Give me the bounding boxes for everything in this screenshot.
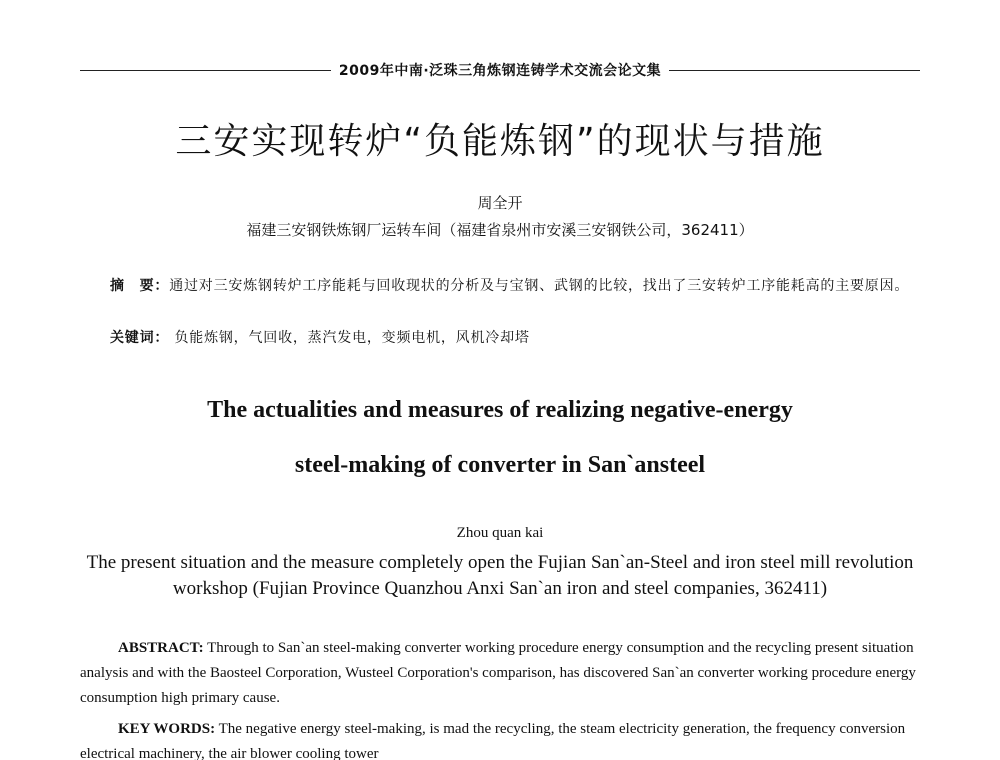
english-abstract-label: ABSTRACT: [118,640,204,656]
chinese-keywords [110,326,922,351]
chinese-abstract-label: 摘 要： [110,278,170,294]
english-keywords-label: KEY WORDS: [118,721,216,737]
chinese-keywords-text: 负能炼钢，气回收，蒸汽发电，变频电机，风机冷却塔 [174,330,530,346]
journal-header [80,58,920,82]
header-rule-right [669,70,920,71]
chinese-abstract [80,274,922,299]
journal-name: 2009年中南·泛珠三角炼钢连铸学术交流会论文集 [338,63,662,79]
english-affiliation: The present situation and the measure completely open the Fujian San`an-Steel and iron steel mill revolution workshop (Fujian Province Quanzhou Anxi San`an iron and steel companies, 362411) [86,552,914,599]
chinese-affiliation: 福建三安钢铁炼钢厂运转车间（福建省泉州市安溪三安钢铁公司，362411） [246,221,754,239]
chinese-author: 周全开 [477,194,523,212]
english-keywords-text: The negative energy steel-making, is mad the recycling, the steam electricity generation, the frequency conversion electrical machinery, the air blower cooling tower [80,721,906,760]
english-abstract [80,636,922,711]
chinese-abstract-text: 通过对三安炼钢转炉工序能耗与回收现状的分析及与宝钢、武钢的比较，找出了三安转炉工序能耗高的主要原因。 [169,278,910,294]
header-rule-left [80,70,331,71]
chinese-title: 三安实现转炉“负能炼钢”的现状与措施 [175,121,825,162]
english-keywords [80,717,922,760]
english-abstract-text: Through to San`an steel-making converter working procedure energy consumption and the recycling present situation analysis and with the Baosteel Corporation, Wusteel Corporation's comparison, has discovered San`an converter working procedure energy consumption high primary cause. [80,640,916,706]
english-title-line-1: The actualities and measures of realizing negative-energy [207,397,793,423]
english-author: Zhou quan kai [456,525,544,541]
chinese-keywords-label: 关键词： [110,330,170,346]
english-title-line-2: steel-making of converter in San`ansteel [294,452,706,478]
